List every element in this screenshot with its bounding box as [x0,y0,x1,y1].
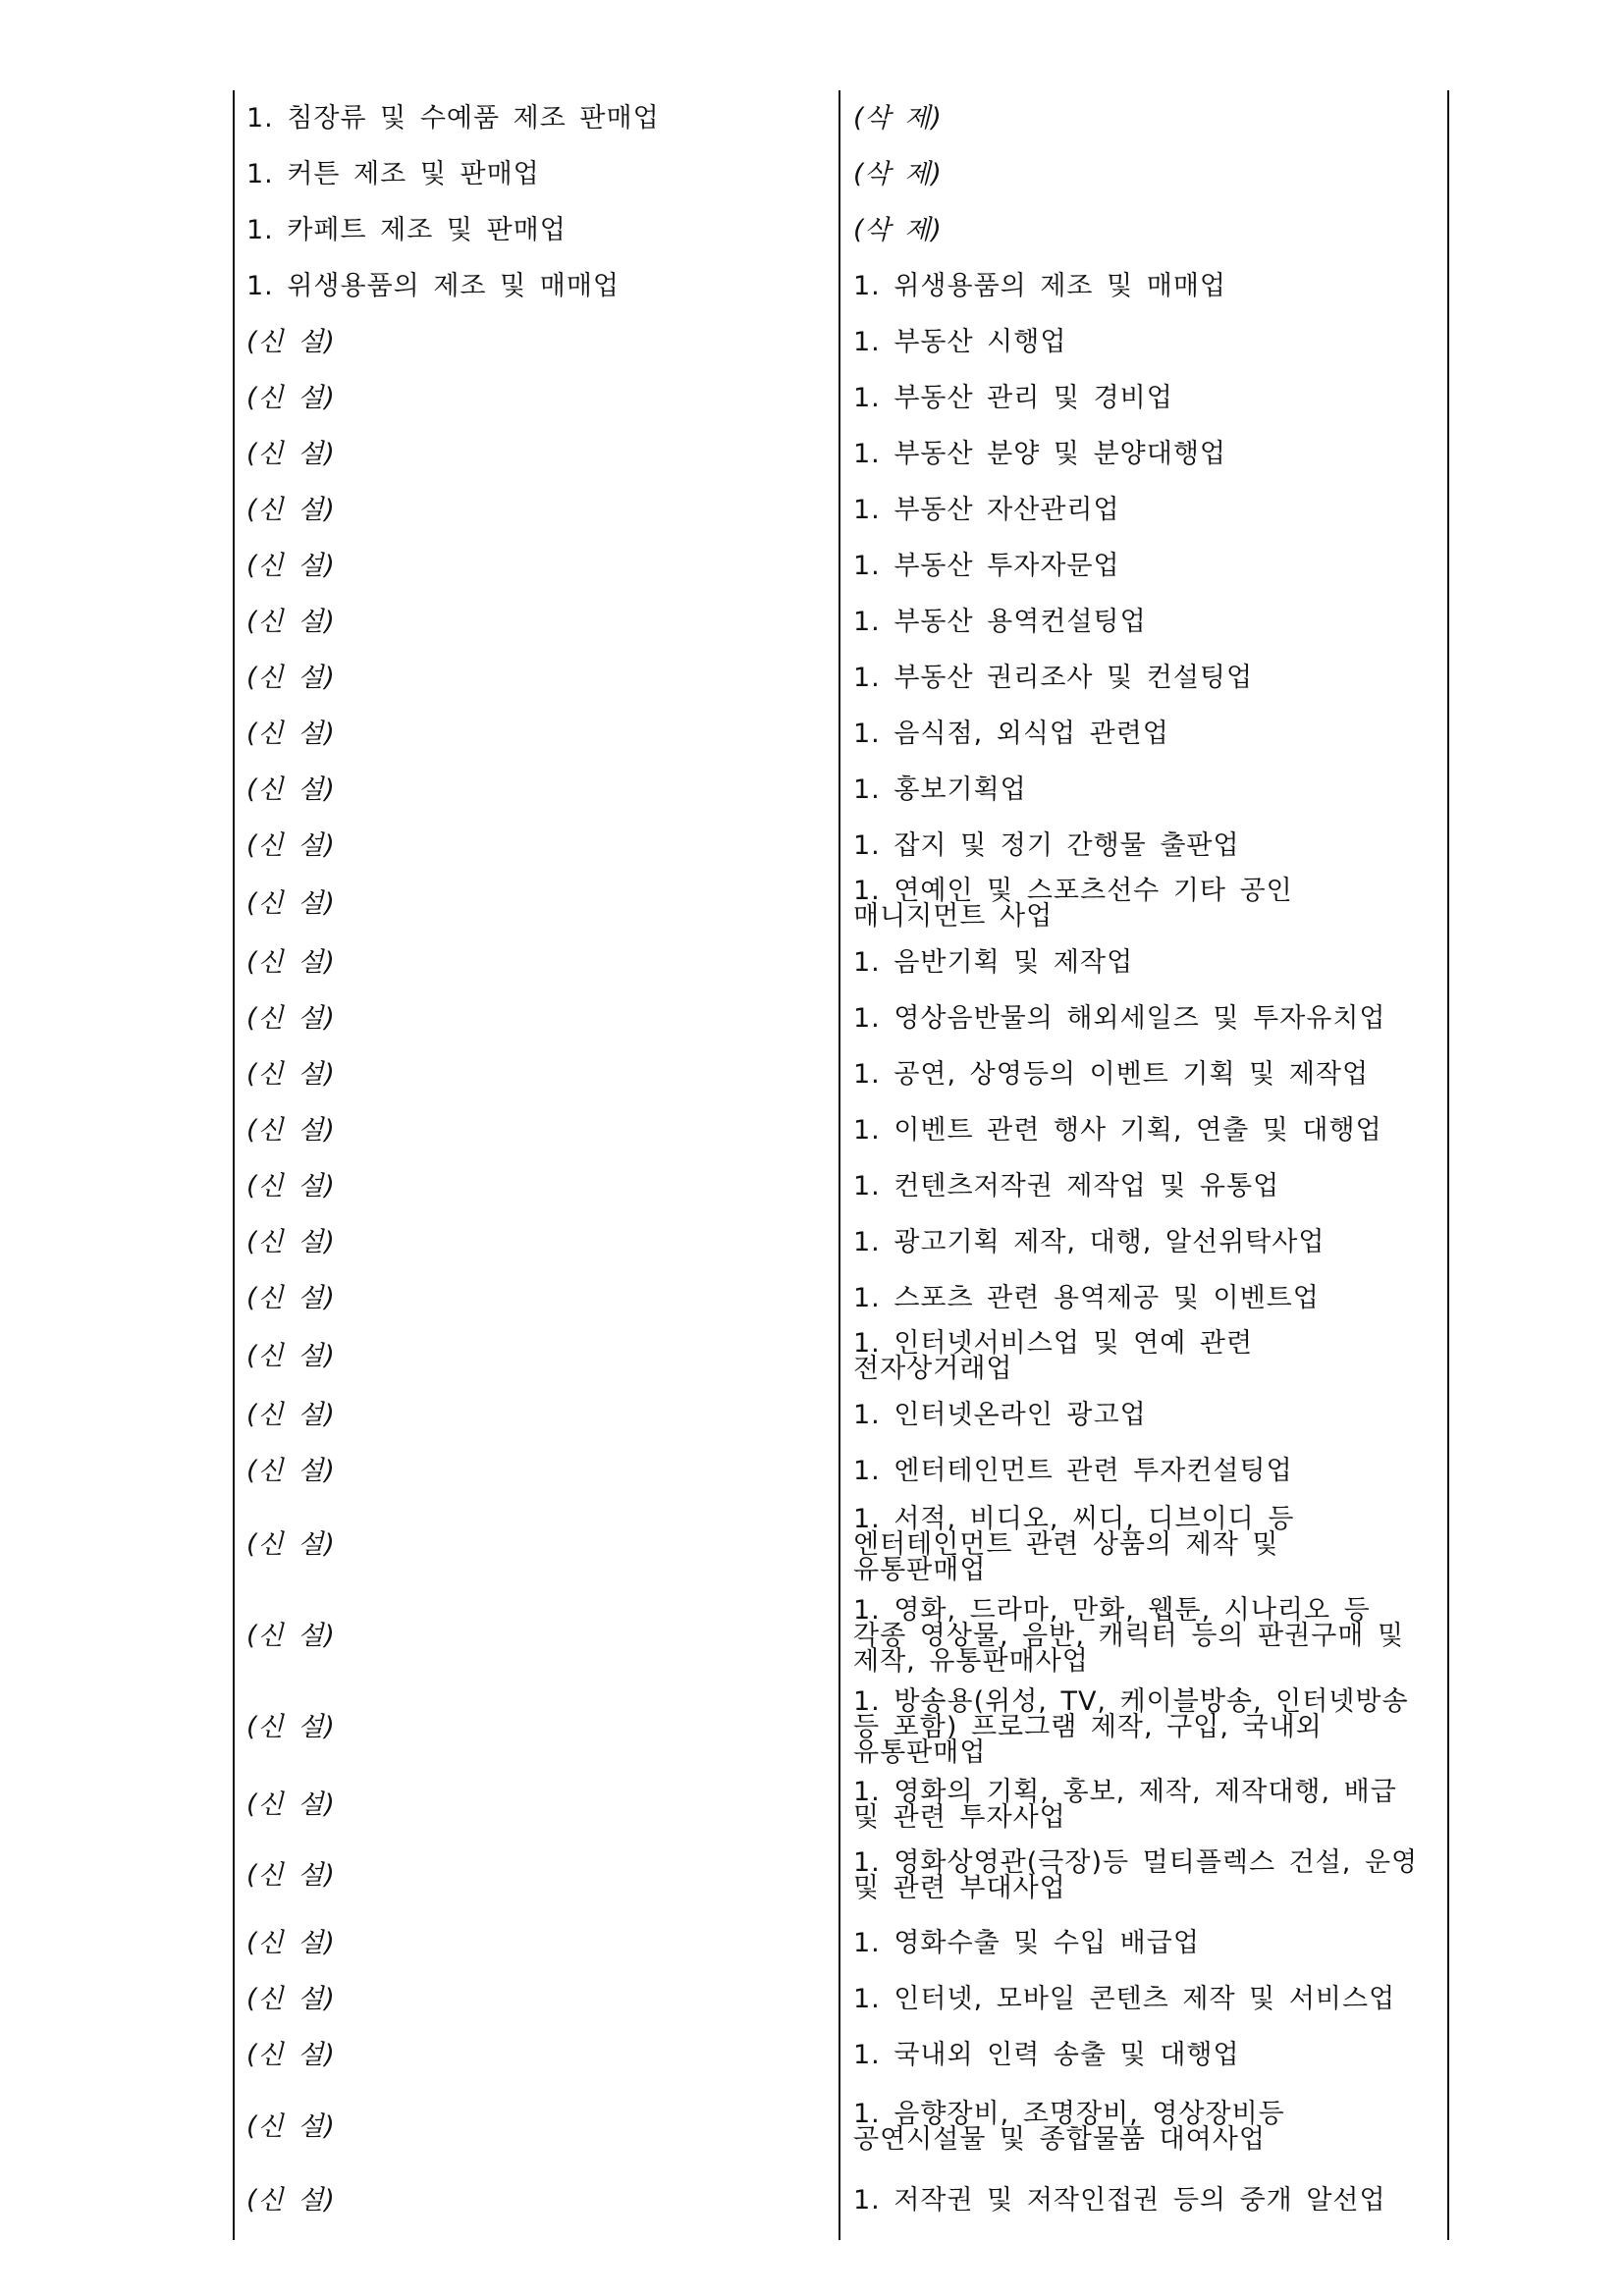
new-text-cell [853,1443,1444,1499]
table-row [233,2171,1450,2230]
old-text-cell [246,650,831,706]
table-row [233,706,1450,762]
table-row [233,874,1450,934]
old-text: (신 설) [246,1226,336,1257]
table-row [233,1590,1450,1682]
old-text: 1. 침장류 및 수예품 제조 판매업 [246,102,660,133]
new-text: 1. 영화상영관(극장)등 멀티플렉스 건설, 운영 및 관련 부대사업 [853,1847,1419,1903]
new-text: 1. 음반기획 및 제작업 [853,946,1134,978]
new-text-cell [853,482,1444,538]
old-text: (신 설) [246,1860,336,1891]
old-text-cell [246,2171,831,2230]
old-text-cell [246,426,831,482]
old-text: (신 설) [246,1789,336,1820]
new-text: 1. 부동산 투자자문업 [853,550,1120,581]
table-row [233,1682,1450,1773]
table-body [233,90,1450,2230]
old-text: (신 설) [246,774,336,805]
new-text: 1. 인터넷서비스업 및 연예 관련 전자상거래업 [853,1328,1254,1384]
old-text: (신 설) [246,438,336,469]
new-text: 1. 음향장비, 조명장비, 영상장비등 공연시설물 및 종합물품 대여사업 [853,2099,1285,2155]
old-text: (신 설) [246,1114,336,1146]
old-text: (신 설) [246,2185,336,2216]
old-text-cell [246,90,831,146]
new-text-cell [853,1387,1444,1443]
old-text: (신 설) [246,1002,336,1034]
old-text: (신 설) [246,829,336,861]
old-text-cell [246,1499,831,1590]
table-row [233,1773,1450,1837]
old-text: (신 설) [246,606,336,637]
table-row [233,1270,1450,1326]
old-text: (신 설) [246,382,336,413]
old-text-cell [246,2083,831,2171]
old-text: (신 설) [246,2039,336,2070]
new-text: 1. 광고기획 제작, 대행, 알선위탁사업 [853,1226,1326,1257]
old-text: (신 설) [246,1528,336,1560]
new-text-cell [853,818,1444,874]
old-text-cell [246,1214,831,1270]
old-text-cell [246,1837,831,1915]
old-text-cell [246,818,831,874]
table-row [233,1158,1450,1214]
new-text-cell [853,650,1444,706]
new-text-cell [853,1837,1444,1915]
new-text: (삭 제) [853,214,943,245]
table-row [233,90,1450,146]
new-text-cell [853,146,1444,202]
old-text: (신 설) [246,2111,336,2142]
old-text-cell [246,202,831,258]
new-text: 1. 부동산 권리조사 및 컨설팅업 [853,662,1254,693]
old-text-cell [246,934,831,990]
new-text: 1. 영화수출 및 수입 배급업 [853,1927,1200,1958]
old-text: (신 설) [246,1399,336,1430]
old-text: (신 설) [246,1282,336,1313]
old-text: (신 설) [246,946,336,978]
old-text: (신 설) [246,1983,336,2014]
old-text-cell [246,874,831,934]
table-row [233,1443,1450,1499]
old-text-cell [246,538,831,594]
new-text-cell [853,1971,1444,2027]
new-text: 1. 스포츠 관련 용역제공 및 이벤트업 [853,1282,1320,1313]
new-text: 1. 홍보기획업 [853,774,1027,805]
old-text-cell [246,1326,831,1387]
old-text: (신 설) [246,718,336,749]
new-text-cell [853,1499,1444,1590]
table-row [233,1499,1450,1590]
new-text: 1. 위생용품의 제조 및 매매업 [853,270,1226,301]
new-text: 1. 이벤트 관련 행사 기획, 연출 및 대행업 [853,1114,1382,1146]
new-text: 1. 인터넷온라인 광고업 [853,1399,1147,1430]
old-text: (신 설) [246,1341,336,1371]
old-text: (신 설) [246,888,336,919]
new-text-cell [853,1326,1444,1387]
new-text-cell [853,370,1444,426]
amendment-comparison-table [233,90,1450,2240]
new-text: 1. 영화, 드라마, 만화, 웹툰, 시나리오 등 각종 영상물, 음반, 캐릭터 등의 판권구매 및 제작, 유통판매사업 [853,1594,1405,1677]
new-text: 1. 인터넷, 모바일 콘텐츠 제작 및 서비스업 [853,1983,1396,2014]
new-text-cell [853,874,1444,934]
table-row [233,1387,1450,1443]
new-text: 1. 컨텐츠저작권 제작업 및 유통업 [853,1170,1280,1201]
new-text: 1. 엔터테인먼트 관련 투자컨설팅업 [853,1455,1293,1486]
new-text: (삭 제) [853,158,943,189]
table-row [233,818,1450,874]
old-text-cell [246,1590,831,1682]
old-text: (신 설) [246,662,336,693]
old-text: (신 설) [246,326,336,357]
table-row [233,1971,1450,2027]
new-text-cell [853,314,1444,370]
table-row [233,934,1450,990]
new-text-cell [853,202,1444,258]
old-text: (신 설) [246,1620,336,1651]
new-text: 1. 저작권 및 저작인접권 등의 중개 알선업 [853,2185,1386,2216]
new-text: 1. 영상음반물의 해외세일즈 및 투자유치업 [853,1002,1386,1034]
new-text-cell [853,2083,1444,2171]
new-text-cell [853,90,1444,146]
new-text: 1. 공연, 상영등의 이벤트 기획 및 제작업 [853,1058,1370,1090]
table-row [233,1046,1450,1102]
new-text: 1. 연예인 및 스포츠선수 기타 공인 매니지먼트 사업 [853,876,1293,932]
table-row [233,202,1450,258]
new-text-cell [853,1158,1444,1214]
new-text-cell [853,594,1444,650]
old-text: 1. 위생용품의 제조 및 매매업 [246,270,620,301]
old-text-cell [246,1682,831,1773]
new-text-cell [853,706,1444,762]
table-row [233,258,1450,314]
table-row [233,1214,1450,1270]
old-text-cell [246,1270,831,1326]
new-text: 1. 부동산 시행업 [853,326,1067,357]
new-text: 1. 서적, 비디오, 씨디, 디브이디 등 엔터테인먼트 관련 상품의 제작 및 유통판매업 [853,1503,1295,1585]
new-text: 1. 영화의 기획, 홍보, 제작, 제작대행, 배급 및 관련 투자사업 [853,1776,1397,1833]
old-text-cell [246,258,831,314]
new-text: 1. 부동산 분양 및 분양대행업 [853,438,1226,469]
new-text-cell [853,1590,1444,1682]
table-row [233,1837,1450,1915]
table-row [233,482,1450,538]
new-text-cell [853,934,1444,990]
new-text-cell [853,2027,1444,2083]
old-text: (신 설) [246,1711,336,1742]
table-row [233,2027,1450,2083]
new-text-cell [853,1270,1444,1326]
old-text-cell [246,370,831,426]
new-text: 1. 잡지 및 정기 간행물 출판업 [853,829,1240,861]
table-row [233,2083,1450,2171]
old-text-cell [246,1046,831,1102]
table-row [233,762,1450,818]
new-text: 1. 음식점, 외식업 관련업 [853,718,1169,749]
new-text-cell [853,1682,1444,1773]
old-text-cell [246,1773,831,1837]
table-row [233,426,1450,482]
new-text-cell [853,538,1444,594]
new-text-cell [853,762,1444,818]
old-text-cell [246,706,831,762]
new-text: (삭 제) [853,102,943,133]
old-text-cell [246,1102,831,1158]
new-text-cell [853,258,1444,314]
table-row [233,370,1450,426]
old-text-cell [246,1971,831,2027]
old-text-cell [246,1915,831,1971]
table-row [233,1915,1450,1971]
new-text: 1. 부동산 용역컨설팅업 [853,606,1147,637]
table-row [233,538,1450,594]
old-text-cell [246,1387,831,1443]
old-text: (신 설) [246,1455,336,1486]
new-text-cell [853,1102,1444,1158]
old-text: (신 설) [246,1927,336,1958]
table-row [233,146,1450,202]
old-text-cell [246,990,831,1046]
old-text-cell [246,146,831,202]
old-text-cell [246,1158,831,1214]
old-text: (신 설) [246,1058,336,1090]
new-text-cell [853,426,1444,482]
new-text-cell [853,1773,1444,1837]
old-text-cell [246,594,831,650]
new-text: 1. 국내외 인력 송출 및 대행업 [853,2039,1240,2070]
new-text: 1. 부동산 관리 및 경비업 [853,382,1173,413]
old-text-cell [246,2027,831,2083]
table-row [233,1102,1450,1158]
table-row [233,1326,1450,1387]
old-text-cell [246,762,831,818]
table-row [233,650,1450,706]
old-text-cell [246,1443,831,1499]
old-text: (신 설) [246,550,336,581]
new-text-cell [853,2171,1444,2230]
new-text: 1. 방송용(위성, TV, 케이블방송, 인터넷방송 등 포함) 프로그램 제작, 구입, 국내외 유통판매업 [853,1685,1409,1768]
table-row [233,990,1450,1046]
new-text-cell [853,1046,1444,1102]
old-text: (신 설) [246,1170,336,1201]
old-text: (신 설) [246,494,336,525]
old-text: 1. 카페트 제조 및 판매업 [246,214,567,245]
old-text-cell [246,314,831,370]
table-row [233,594,1450,650]
old-text-cell [246,482,831,538]
new-text-cell [853,1214,1444,1270]
old-text: 1. 커튼 제조 및 판매업 [246,158,540,189]
new-text-cell [853,990,1444,1046]
table-row [233,314,1450,370]
new-text-cell [853,1915,1444,1971]
new-text: 1. 부동산 자산관리업 [853,494,1120,525]
